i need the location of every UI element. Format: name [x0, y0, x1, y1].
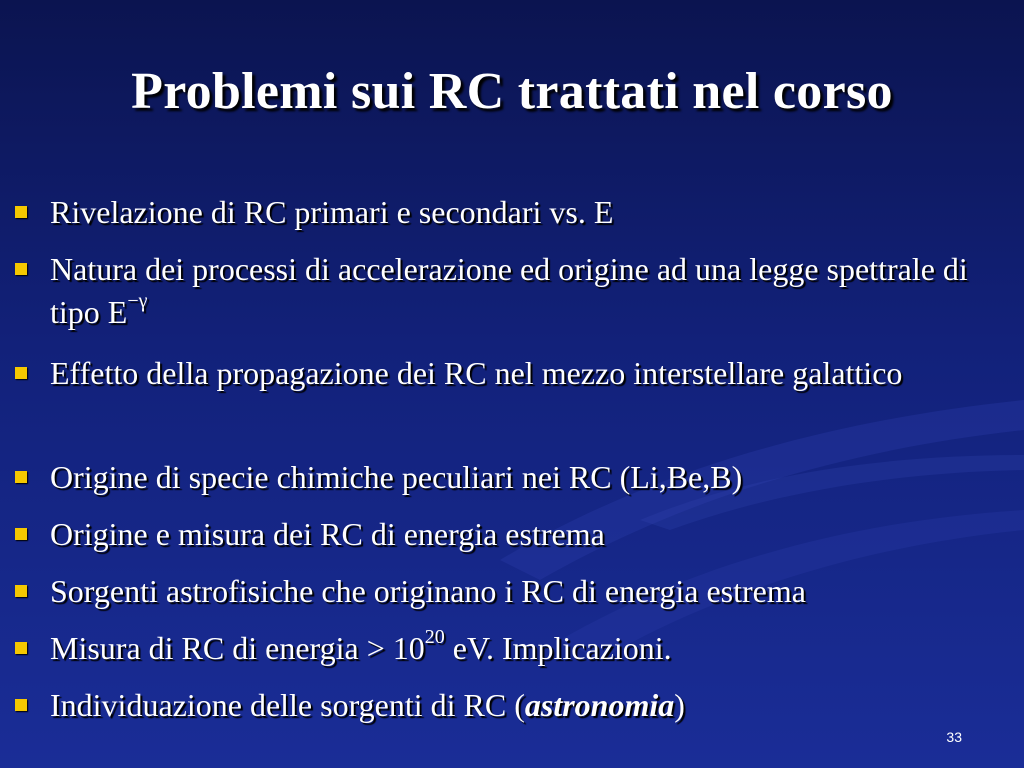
exponent: 20 [424, 626, 445, 649]
square-bullet-icon [15, 642, 27, 654]
bullet-text: Origine di specie chimiche peculiari nei RC (Li,Be,B) [50, 459, 743, 495]
bullet-item [10, 191, 970, 234]
bullet-item [10, 684, 970, 727]
page-number: 33 [946, 729, 962, 745]
square-bullet-icon [15, 528, 27, 540]
bullet-text: Individuazione delle sorgenti di RC (astronomia) [50, 687, 685, 723]
square-bullet-icon [15, 367, 27, 379]
square-bullet-icon [15, 699, 27, 711]
bullet-text: Rivelazione di RC primari e secondari vs. E [50, 194, 614, 230]
bullet-text: Origine e misura dei RC di energia estrema [50, 516, 605, 552]
bullet-item [10, 456, 970, 499]
bullet-item [10, 248, 970, 334]
bullet-text: Effetto della propagazione dei RC nel mezzo interstellare galattico [50, 355, 903, 391]
bullet-item [10, 352, 970, 395]
square-bullet-icon [15, 471, 27, 483]
square-bullet-icon [15, 263, 27, 275]
bullet-text: Sorgenti astrofisiche che originano i RC di energia estrema [50, 573, 806, 609]
bullet-text: Natura dei processi di accelerazione ed origine ad una legge spettrale di tipo $E^{-\gamma}$ [50, 251, 968, 330]
square-bullet-icon [15, 585, 27, 597]
bullet-text: Misura di RC di energia > $10^{20}$ eV. Implicazioni. [50, 626, 672, 666]
emphasis-astronomia: astronomia [524, 687, 675, 723]
slide-title: Problemi sui RC trattati nel corso [131, 63, 893, 120]
square-bullet-icon [15, 206, 27, 218]
bullet-item [10, 570, 970, 613]
bullet-item [10, 513, 970, 556]
bullet-item [10, 627, 970, 670]
exponent: −γ [127, 290, 148, 313]
